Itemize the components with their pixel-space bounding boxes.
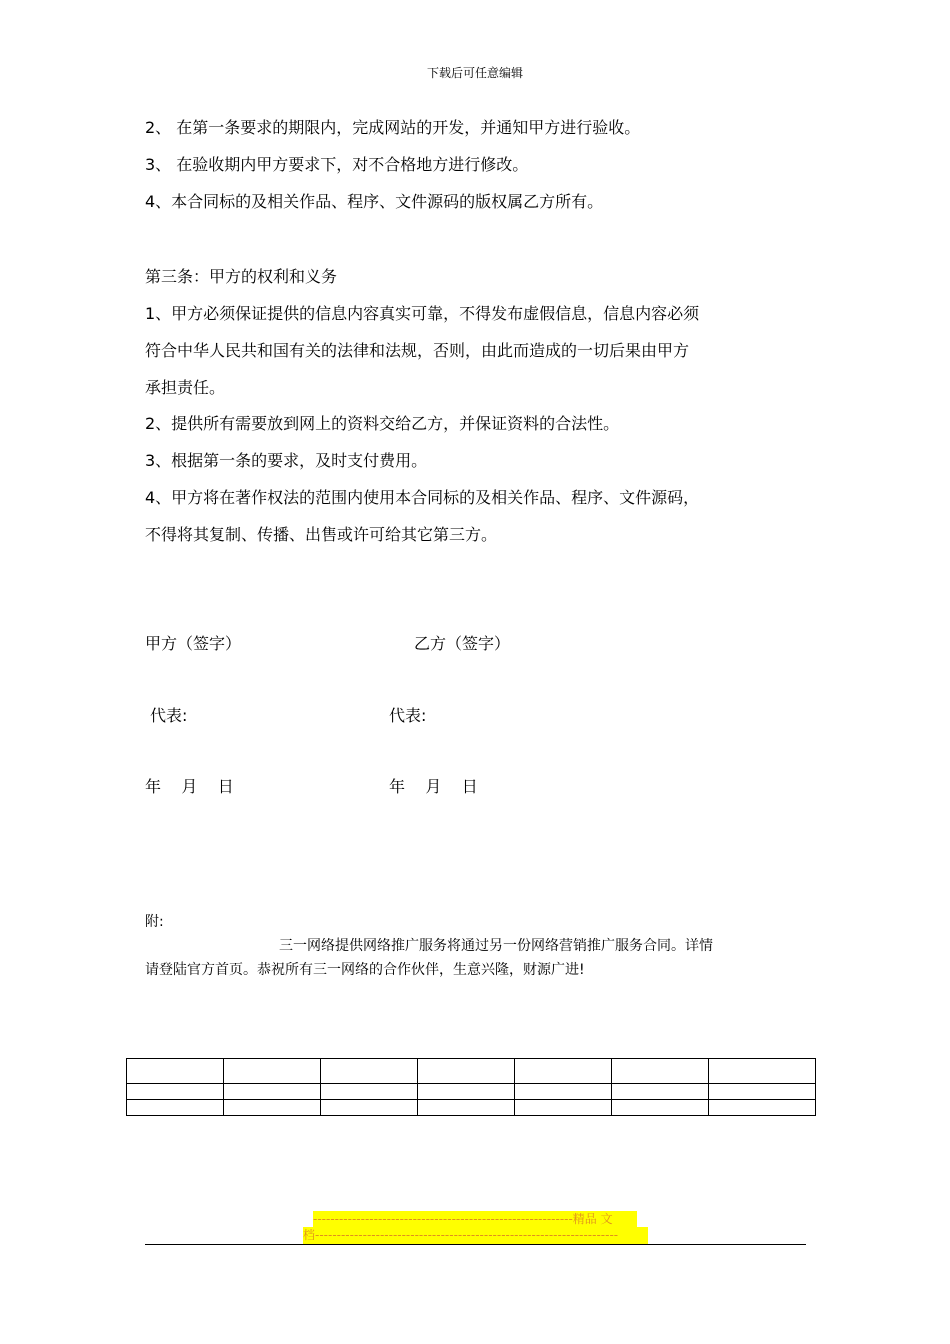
table-cell [612, 1059, 709, 1084]
table-cell [709, 1084, 816, 1100]
signature-party-b: 乙方（签字） [414, 634, 511, 653]
section3-item1-line2: 符合中华人民共和国有关的法律和法规，否则，由此而造成的一切后果由甲方 [145, 341, 690, 360]
section3-item1-line3: 承担责任。 [145, 378, 226, 397]
table-cell [224, 1059, 321, 1084]
footer-rule [145, 1244, 806, 1245]
section3-item2: 2、提供所有需要放到网上的资料交给乙方，并保证资料的合法性。 [145, 414, 620, 433]
table-cell [418, 1100, 515, 1116]
blank-table [126, 1058, 816, 1116]
footer-watermark-line1: ------------------------------------------------------------精品 文 [313, 1211, 637, 1228]
section3-item1-line1: 1、甲方必须保证提供的信息内容真实可靠，不得发布虚假信息，信息内容必须 [145, 304, 700, 323]
date-a: 年 月 日 [145, 777, 234, 796]
table-cell [515, 1059, 612, 1084]
representative-a: 代表: [150, 706, 188, 725]
signature-party-a: 甲方（签字） [145, 634, 242, 653]
table-cell [709, 1100, 816, 1116]
representative-b: 代表: [389, 706, 427, 725]
appendix-label: 附: [145, 914, 164, 930]
section2-item-2: 2、 在第一条要求的期限内，完成网站的开发，并通知甲方进行验收。 [145, 118, 641, 137]
table-cell [321, 1100, 418, 1116]
table-cell [321, 1059, 418, 1084]
section3-item4-line1: 4、甲方将在著作权法的范围内使用本合同标的及相关作品、程序、文件源码， [145, 488, 700, 507]
footer-watermark-line2: 档---------------------------------------------------------------------- [303, 1227, 648, 1244]
table-row [127, 1100, 816, 1116]
table-cell [224, 1100, 321, 1116]
table-cell [127, 1059, 224, 1084]
appendix-line1: 三一网络提供网络推广服务将通过另一份网络营销推广服务合同。详情 [279, 938, 713, 954]
table-cell [515, 1084, 612, 1100]
section3-title: 第三条：甲方的权利和义务 [145, 267, 338, 286]
header-note: 下载后可任意编辑 [426, 66, 523, 80]
table-cell [127, 1084, 224, 1100]
table-cell [224, 1084, 321, 1100]
section3-item3: 3、根据第一条的要求，及时支付费用。 [145, 451, 428, 470]
table-cell [612, 1084, 709, 1100]
table-cell [709, 1059, 816, 1084]
section2-item-3: 3、 在验收期内甲方要求下，对不合格地方进行修改。 [145, 155, 529, 174]
date-b: 年 月 日 [389, 777, 478, 796]
table-cell [321, 1084, 418, 1100]
section3-item4-line2: 不得将其复制、传播、出售或许可给其它第三方。 [145, 525, 498, 544]
appendix-line2: 请登陆官方首页。恭祝所有三一网络的合作伙伴，生意兴隆，财源广进! [145, 962, 585, 978]
table-cell [418, 1059, 515, 1084]
table-cell [127, 1100, 224, 1116]
table-row [127, 1059, 816, 1084]
table-row [127, 1084, 816, 1100]
table-cell [515, 1100, 612, 1116]
table-cell [612, 1100, 709, 1116]
table-cell [418, 1084, 515, 1100]
section2-item-4: 4、本合同标的及相关作品、程序、文件源码的版权属乙方所有。 [145, 192, 604, 211]
